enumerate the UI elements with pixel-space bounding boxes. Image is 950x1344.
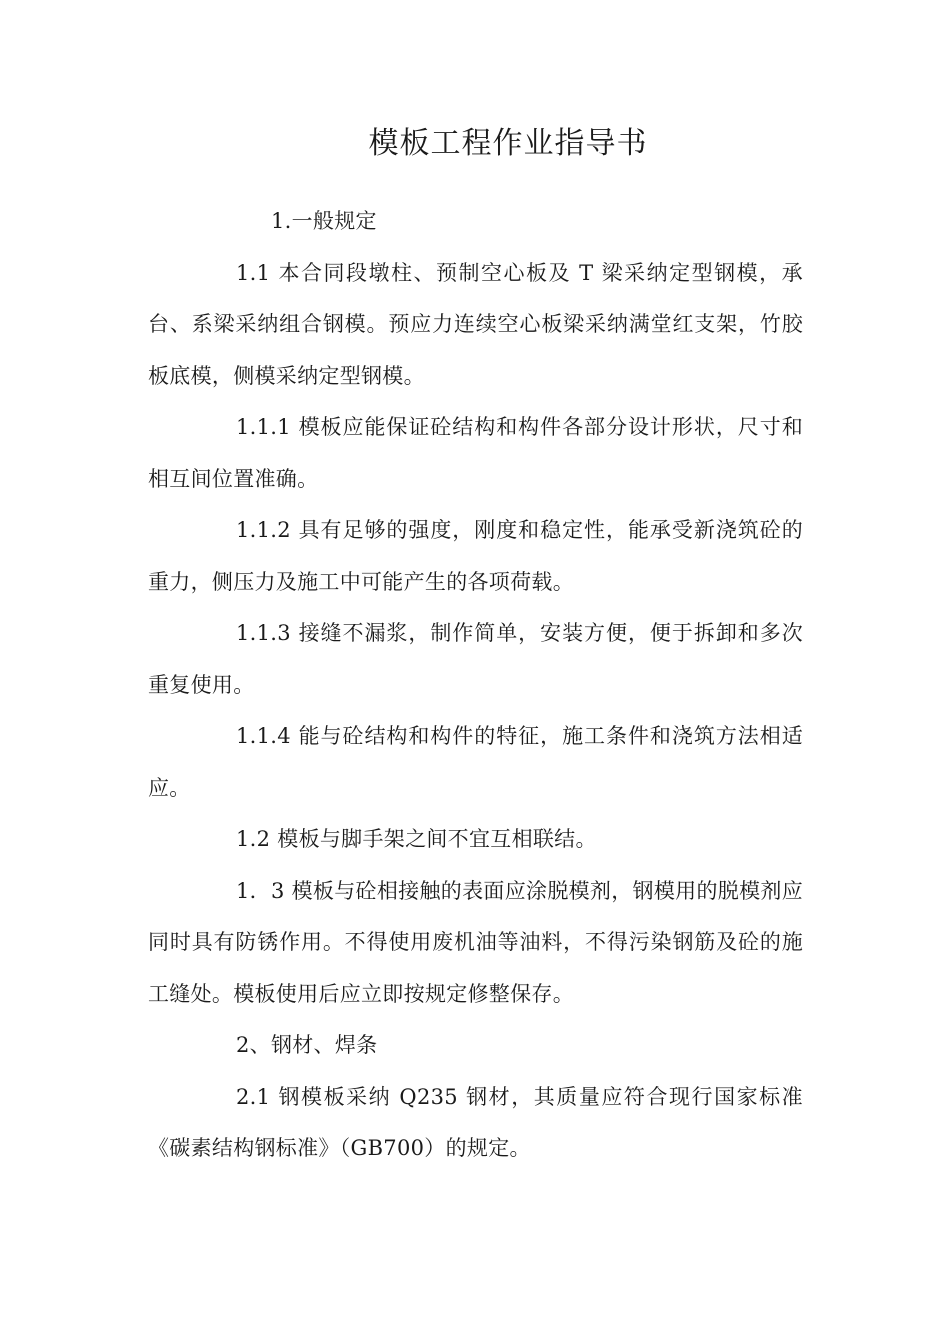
document-title: 模板工程作业指导书 [368,126,648,161]
document-body [148,196,803,1175]
paragraph-2-1: 2.1 钢模板采纳 Q235 钢材，其质量应符合现行国家标准《碳素结构钢标准》（GB700）的规定。 [148,1084,803,1160]
section-heading-general: 1.一般规定 [271,209,377,233]
paragraph-1-1-1: 1.1.1 模板应能保证砼结构和构件各部分设计形状，尺寸和相互间位置准确。 [148,415,803,491]
paragraph-1-1-4: 1.1.4 能与砼结构和构件的特征，施工条件和浇筑方法相适应。 [148,724,803,800]
paragraph-1-2: 1.2 模板与脚手架之间不宜互相联结。 [236,827,597,851]
paragraph-1-3: 1．3 模板与砼相接触的表面应涂脱模剂，钢模用的脱模剂应同时具有防锈作用。不得使用废机油等油料，不得污染钢筋及砼的施工缝处。模板使用后应立即按规定修整保存。 [148,878,803,1006]
paragraph-1-1: 1.1 本合同段墩柱、预制空心板及 T 梁采纳定型钢模，承台、系梁采纳组合钢模。预应力连续空心板梁采纳满堂红支架，竹胶板底模，侧模采纳定型钢模。 [148,260,803,388]
paragraph-1-1-2: 1.1.2 具有足够的强度，刚度和稳定性，能承受新浇筑砼的重力，侧压力及施工中可能产生的各项荷载。 [148,518,803,594]
paragraph-1-1-3: 1.1.3 接缝不漏浆，制作简单，安装方便，便于拆卸和多次重复使用。 [148,621,803,697]
section-heading-steel: 2、钢材、焊条 [236,1033,378,1057]
